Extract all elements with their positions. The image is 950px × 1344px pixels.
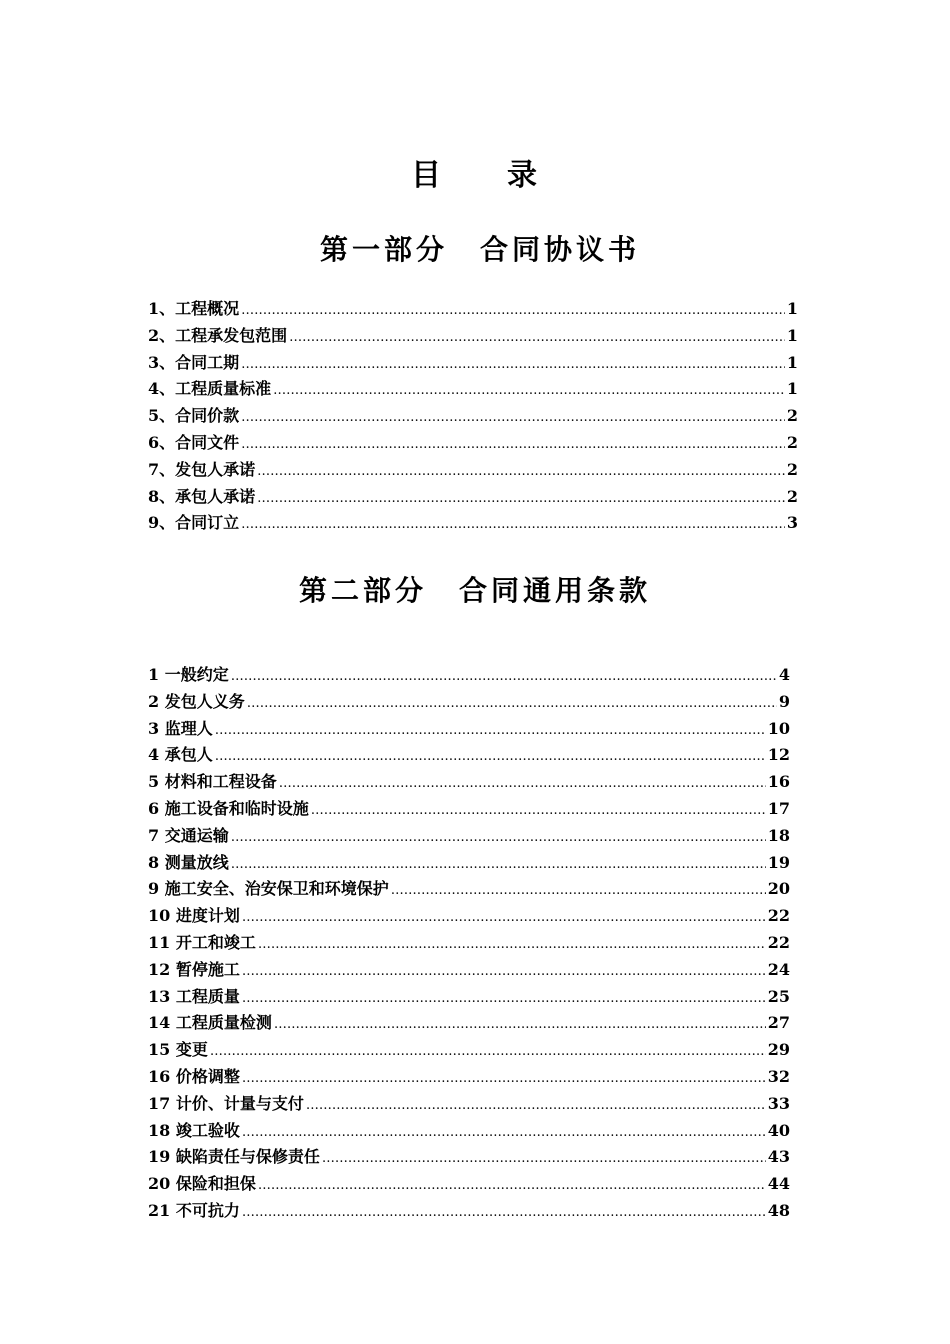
toc-entry-label: 17 计价、计量与支付 [148, 1093, 304, 1113]
toc-entry[interactable] [148, 984, 790, 1011]
toc-entry[interactable] [148, 1064, 790, 1091]
toc-entry-page: 27 [767, 1013, 790, 1033]
toc-entry[interactable] [148, 850, 790, 877]
toc-entry-label: 15 变更 [148, 1040, 208, 1060]
toc-entry-label: 1、工程概况 [148, 299, 240, 318]
toc-leader-dots [242, 905, 766, 932]
toc-leader-dots [242, 1200, 766, 1227]
toc-entry-label: 9 施工安全、治安保卫和环境保护 [148, 879, 389, 899]
toc-entry-page: 2 [786, 486, 798, 506]
toc-entry-page: 1 [786, 352, 798, 372]
toc-entry-page: 9 [778, 691, 790, 711]
toc-entry-page: 19 [767, 852, 790, 872]
toc-leader-dots [274, 1012, 766, 1039]
toc-entry-label: 2 发包人义务 [148, 691, 245, 711]
toc-entry-page: 43 [767, 1147, 790, 1167]
toc-entry-page: 48 [767, 1200, 790, 1220]
toc-entry-page: 3 [786, 513, 798, 533]
toc-entry[interactable] [148, 457, 798, 484]
toc-entry-page: 4 [778, 665, 790, 684]
toc-leader-dots [210, 1039, 766, 1066]
toc-entry[interactable] [148, 1118, 790, 1145]
toc-entry[interactable] [148, 296, 798, 323]
toc-leader-dots [242, 1066, 766, 1093]
toc-entry-page: 1 [786, 379, 798, 399]
toc-entry[interactable] [148, 716, 790, 743]
part1-heading: 第一部分 合同协议书 [319, 233, 640, 266]
toc-entry[interactable] [148, 742, 790, 769]
toc-entry-label: 20 保险和担保 [148, 1174, 256, 1194]
toc-entry[interactable] [148, 662, 790, 689]
toc-entry[interactable] [148, 823, 790, 850]
toc-leader-dots [279, 771, 766, 798]
toc-entry-label: 19 缺陷责任与保修责任 [148, 1147, 320, 1167]
toc-entry-page: 24 [767, 959, 790, 979]
toc-entry[interactable] [148, 903, 790, 930]
toc-entry[interactable] [148, 1198, 790, 1225]
toc-entry[interactable] [148, 957, 790, 984]
toc-leader-dots [258, 1173, 766, 1200]
toc-entry[interactable] [148, 484, 798, 511]
toc-entry-label: 13 工程质量 [148, 986, 240, 1006]
toc-leader-dots [215, 744, 766, 771]
toc-leader-dots [289, 325, 785, 352]
toc-entry[interactable] [148, 796, 790, 823]
toc-entry-page: 29 [767, 1040, 790, 1060]
toc-entry-label: 6、合同文件 [148, 432, 240, 452]
toc-entry-page: 10 [767, 718, 790, 738]
part1-toc-list [148, 296, 798, 537]
toc-leader-dots [241, 405, 785, 432]
toc-entry-label: 4 承包人 [148, 745, 213, 765]
toc-entry[interactable] [148, 403, 798, 430]
toc-entry-label: 6 施工设备和临时设施 [148, 798, 309, 818]
toc-entry[interactable] [148, 510, 798, 537]
toc-leader-dots [231, 852, 766, 879]
toc-leader-dots [242, 1120, 766, 1147]
toc-entry-page: 44 [767, 1174, 790, 1194]
toc-entry[interactable] [148, 1144, 790, 1171]
toc-entry-page: 40 [767, 1120, 790, 1140]
toc-leader-dots [257, 459, 785, 486]
page-title: 目 录 [411, 158, 539, 193]
toc-entry-page: 25 [767, 986, 790, 1006]
toc-entry-label: 2、工程承发包范围 [148, 325, 288, 345]
toc-entry-page: 17 [767, 798, 790, 818]
toc-leader-dots [258, 932, 766, 959]
toc-entry-label: 8、承包人承诺 [148, 486, 256, 506]
toc-leader-dots [306, 1093, 766, 1120]
toc-entry-label: 3、合同工期 [148, 352, 240, 372]
toc-entry[interactable] [148, 1091, 790, 1118]
toc-entry-label: 7、发包人承诺 [148, 459, 256, 479]
toc-leader-dots [242, 959, 766, 986]
toc-entry[interactable] [148, 323, 798, 350]
toc-entry-page: 2 [786, 406, 798, 426]
toc-entry-page: 2 [786, 459, 798, 479]
toc-leader-dots [257, 486, 785, 513]
toc-entry-label: 16 价格调整 [148, 1066, 240, 1086]
part2-toc-list [148, 662, 790, 1225]
toc-entry[interactable] [148, 876, 790, 903]
toc-leader-dots [241, 432, 785, 459]
toc-entry-label: 21 不可抗力 [148, 1200, 240, 1220]
toc-entry-page: 1 [786, 325, 798, 345]
toc-entry-label: 3 监理人 [148, 718, 213, 738]
toc-entry[interactable] [148, 769, 790, 796]
part2-heading: 第二部分 合同通用条款 [298, 574, 651, 607]
toc-entry-label: 10 进度计划 [148, 906, 240, 926]
toc-leader-dots [241, 352, 785, 379]
toc-entry-label: 1 一般约定 [148, 665, 229, 684]
toc-entry-label: 8 测量放线 [148, 852, 229, 872]
toc-leader-dots [242, 986, 766, 1013]
toc-entry-label: 5 材料和工程设备 [148, 772, 277, 792]
toc-leader-dots [241, 298, 785, 325]
toc-entry[interactable] [148, 376, 798, 403]
toc-entry-page: 20 [767, 879, 790, 899]
toc-entry-page: 1 [786, 299, 798, 318]
toc-leader-dots [273, 378, 785, 405]
toc-entry[interactable] [148, 1010, 790, 1037]
toc-entry-page: 2 [786, 432, 798, 452]
toc-leader-dots [247, 691, 777, 718]
toc-leader-dots [322, 1146, 766, 1173]
toc-entry-label: 11 开工和竣工 [148, 932, 256, 952]
toc-entry-label: 12 暂停施工 [148, 959, 240, 979]
toc-leader-dots [231, 664, 777, 691]
toc-entry-label: 18 竣工验收 [148, 1120, 240, 1140]
toc-entry-label: 14 工程质量检测 [148, 1013, 272, 1033]
toc-entry[interactable] [148, 350, 798, 377]
toc-entry-page: 18 [767, 825, 790, 845]
toc-entry[interactable] [148, 430, 798, 457]
toc-leader-dots [231, 825, 766, 852]
toc-entry-page: 12 [767, 745, 790, 765]
toc-leader-dots [391, 878, 766, 905]
toc-entry-page: 22 [767, 932, 790, 952]
toc-entry-label: 4、工程质量标准 [148, 379, 272, 399]
toc-entry-page: 33 [767, 1093, 790, 1113]
toc-entry-page: 32 [767, 1066, 790, 1086]
toc-entry-page: 16 [767, 772, 790, 792]
toc-entry-label: 5、合同价款 [148, 406, 240, 426]
toc-entry-page: 22 [767, 906, 790, 926]
toc-entry[interactable] [148, 689, 790, 716]
toc-entry-label: 7 交通运输 [148, 825, 229, 845]
toc-leader-dots [311, 798, 766, 825]
toc-leader-dots [241, 512, 785, 539]
toc-entry[interactable] [148, 930, 790, 957]
toc-entry-label: 9、合同订立 [148, 513, 240, 533]
toc-leader-dots [215, 718, 766, 745]
toc-entry[interactable] [148, 1037, 790, 1064]
toc-entry[interactable] [148, 1171, 790, 1198]
